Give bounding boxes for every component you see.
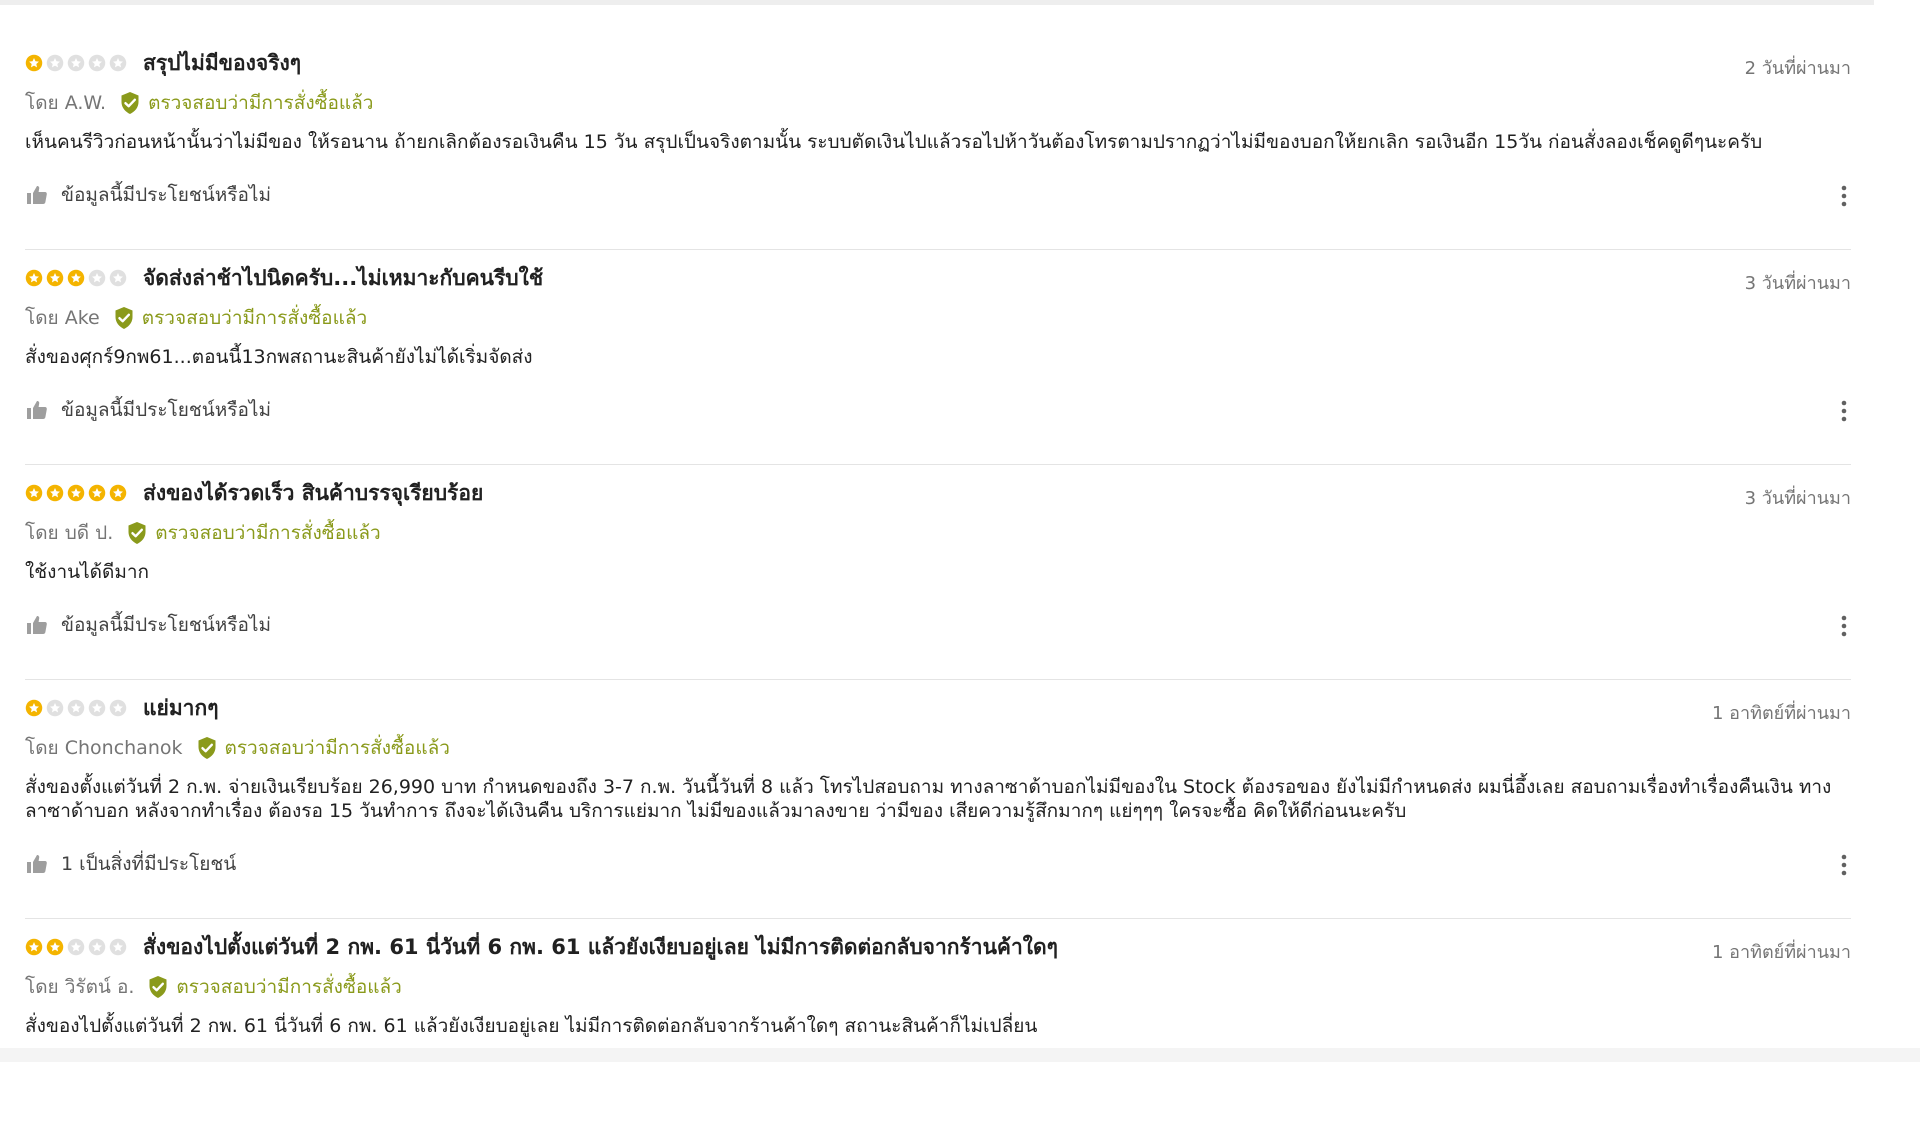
- review-item: [25, 36, 1851, 250]
- star-empty-icon: [46, 54, 64, 72]
- more-vertical-icon[interactable]: [1841, 400, 1847, 422]
- star-rating: [25, 269, 127, 287]
- review-author-row: [25, 735, 450, 761]
- review-author: โดย Chonchanok: [25, 737, 183, 759]
- review-author: โดย Ake: [25, 307, 100, 329]
- helpful-button[interactable]: [25, 182, 271, 208]
- bottom-fade: [0, 1048, 1920, 1062]
- star-filled-icon: [25, 54, 43, 72]
- star-filled-icon: [25, 699, 43, 717]
- star-filled-icon: [46, 269, 64, 287]
- star-filled-icon: [46, 484, 64, 502]
- review-author-row: [25, 305, 367, 331]
- review-header: [25, 480, 483, 506]
- review-body: สั่งของไปตั้งแต่วันที่ 2 กพ. 61 นี่วันที่ 6 กพ. 61 แล้วยังเงียบอยู่เลย ไม่มีการติดต่อกลับจากร้านค้าใดๆ สถานะสินค้าก็ไม่เปลี่ยน: [25, 1015, 1038, 1037]
- helpful-label: 1 เป็นสิ่งที่มีประโยชน์: [61, 853, 237, 875]
- helpful-button[interactable]: [25, 612, 271, 638]
- review-title: สั่งของไปตั้งแต่วันที่ 2 กพ. 61 นี่วันที่ 6 กพ. 61 แล้วยังเงียบอยู่เลย ไม่มีการติดต่อกลับจากร้านค้าใดๆ: [143, 934, 1058, 959]
- review-date: 2 วันที่ผ่านมา: [1744, 58, 1851, 79]
- thumbs-up-icon: [25, 398, 49, 422]
- review-body: สั่งของศุกร์9กพ61...ตอนนี้13กพสถานะสินค้ายังไม่ได้เริ่มจัดส่ง: [25, 346, 533, 368]
- verified-check-icon: [112, 306, 136, 330]
- star-empty-icon: [46, 699, 64, 717]
- verified-check-icon: [125, 521, 149, 545]
- verified-check-icon: [118, 91, 142, 115]
- verified-purchase-label: ตรวจสอบว่ามีการสั่งซื้อแล้ว: [224, 737, 450, 759]
- verified-purchase-label: ตรวจสอบว่ามีการสั่งซื้อแล้ว: [176, 976, 402, 998]
- star-rating: [25, 484, 127, 502]
- review-title: แย่มากๆ: [143, 695, 219, 720]
- review-header: [25, 50, 301, 76]
- star-empty-icon: [109, 938, 127, 956]
- star-empty-icon: [109, 699, 127, 717]
- review-item: [25, 466, 1851, 680]
- helpful-button[interactable]: [25, 851, 236, 877]
- star-filled-icon: [109, 484, 127, 502]
- star-filled-icon: [25, 938, 43, 956]
- star-filled-icon: [25, 269, 43, 287]
- star-rating: [25, 54, 127, 72]
- star-rating: [25, 938, 127, 956]
- review-title: จัดส่งล่าช้าไปนิดครับ...ไม่เหมาะกับคนรีบใช้: [143, 265, 544, 290]
- star-empty-icon: [88, 699, 106, 717]
- review-author: โดย วิรัตน์ อ.: [25, 976, 135, 998]
- star-filled-icon: [67, 269, 85, 287]
- review-author: โดย A.W.: [25, 92, 107, 114]
- thumbs-up-icon: [25, 183, 49, 207]
- star-rating: [25, 699, 127, 717]
- review-date: 1 อาทิตย์ที่ผ่านมา: [1712, 703, 1851, 724]
- verified-purchase-label: ตรวจสอบว่ามีการสั่งซื้อแล้ว: [141, 307, 368, 329]
- review-list: [25, 36, 1851, 1135]
- star-empty-icon: [88, 269, 106, 287]
- review-author-row: [25, 520, 381, 546]
- review-date: 3 วันที่ผ่านมา: [1744, 273, 1851, 294]
- verified-check-icon: [146, 975, 170, 999]
- review-title: ส่งของได้รวดเร็ว สินค้าบรรจุเรียบร้อย: [143, 480, 484, 505]
- star-empty-icon: [67, 938, 85, 956]
- review-body: เห็นคนรีวิวก่อนหน้านั้นว่าไม่มีของ ให้รอนาน ถ้ายกเลิกต้องรอเงินคืน 15 วัน สรุปเป็นจริงตามนั้น ระบบตัดเงินไปแล้วรอไปห้าวันต้องโทรตามปรากฏว่าไม่มีของบอกให้ยกเลิก รอเงินอีก 15วัน ก่อนสั่งลองเช็คดูดีๆนะครับ: [25, 131, 1763, 153]
- review-body: ใช้งานได้ดีมาก: [25, 561, 150, 583]
- more-vertical-icon[interactable]: [1841, 185, 1847, 207]
- review-header: [25, 934, 1058, 960]
- review-header: [25, 265, 543, 291]
- page-gutter: [1874, 0, 1920, 1062]
- review-body: สั่งของตั้งแต่วันที่ 2 ก.พ. จ่ายเงินเรียบร้อย 26,990 บาท กำหนดของถึง 3-7 ก.พ. วันนี้วันที่ 8 แล้ว โทรไปสอบถาม ทางลาซาด้าบอกไม่มีของใน Stock ต้องรอของ ยังไม่มีกำหนดส่ง ผมนี่อึ้งเลย สอบถามเรื่องทำเรื่องคืนเงิน ทางลาซาด้าบอก หลังจากทำเรื่อง ต้องรอ 15 วันทำการ ถึงจะได้เงินคืน บริการแย่มาก ไม่มีของแล้วมาลงขาย ว่ามีของ เสียความรู้สึกมากๆ แย่ๆๆๆ ใครจะซื้อ คิดให้ดีก่อนนะครับ: [25, 776, 1832, 822]
- review-item: [25, 681, 1851, 919]
- star-empty-icon: [109, 269, 127, 287]
- more-vertical-icon[interactable]: [1841, 615, 1847, 637]
- helpful-button[interactable]: [25, 397, 271, 423]
- verified-purchase-label: ตรวจสอบว่ามีการสั่งซื้อแล้ว: [148, 92, 374, 114]
- star-empty-icon: [109, 54, 127, 72]
- star-empty-icon: [67, 699, 85, 717]
- star-empty-icon: [88, 938, 106, 956]
- review-author-row: [25, 90, 373, 116]
- top-border: [0, 0, 1874, 5]
- review-date: 1 อาทิตย์ที่ผ่านมา: [1712, 942, 1851, 963]
- star-empty-icon: [88, 54, 106, 72]
- thumbs-up-icon: [25, 852, 49, 876]
- verified-check-icon: [195, 736, 219, 760]
- review-date: 3 วันที่ผ่านมา: [1744, 488, 1851, 509]
- star-filled-icon: [88, 484, 106, 502]
- review-item: [25, 920, 1851, 1134]
- more-vertical-icon[interactable]: [1841, 854, 1847, 876]
- helpful-label: ข้อมูลนี้มีประโยชน์หรือไม่: [61, 184, 271, 206]
- helpful-label: ข้อมูลนี้มีประโยชน์หรือไม่: [61, 399, 271, 421]
- review-title: สรุปไม่มีของจริงๆ: [143, 50, 302, 75]
- review-author-row: [25, 974, 402, 1000]
- helpful-label: ข้อมูลนี้มีประโยชน์หรือไม่: [61, 614, 271, 636]
- star-filled-icon: [25, 484, 43, 502]
- review-header: [25, 695, 218, 721]
- star-filled-icon: [46, 938, 64, 956]
- star-filled-icon: [67, 484, 85, 502]
- star-empty-icon: [67, 54, 85, 72]
- review-author: โดย บดี ป.: [25, 522, 114, 544]
- review-item: [25, 251, 1851, 465]
- verified-purchase-label: ตรวจสอบว่ามีการสั่งซื้อแล้ว: [155, 522, 381, 544]
- thumbs-up-icon: [25, 613, 49, 637]
